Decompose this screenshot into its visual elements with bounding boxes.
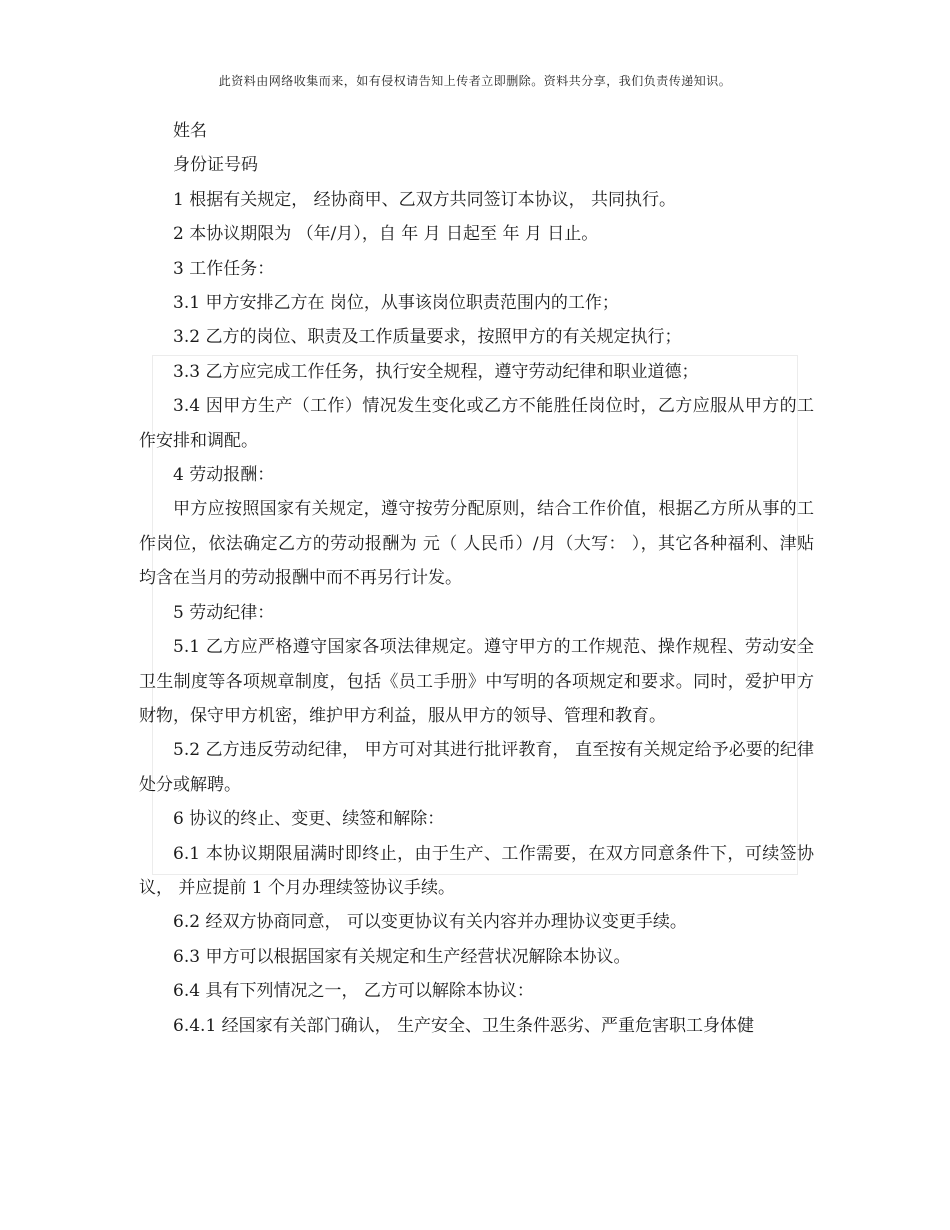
paragraph-6-1: 6.1 本协议期限届满时即终止，由于生产、工作需要，在双方同意条件下，可续签协议， 并应提前 1 个月办理续签协议手续。 xyxy=(139,843,814,898)
paragraph-1: 1 根据有关规定， 经协商甲、乙双方共同签订本协议， 共同执行。 xyxy=(173,189,677,210)
paragraph-5-2: 5.2 乙方违反劳动纪律， 甲方可对其进行批评教育， 直至按有关规定给予必要的纪律处分或解聘。 xyxy=(139,740,814,795)
paragraph-5-1: 5.1 乙方应严格遵守国家各项法律规定。遵守甲方的工作规范、操作规程、劳动安全卫生制度等各项规章制度，包括《员工手册》中写明的各项规定和要求。同时，爱护甲方财物，保守甲方机密，维护甲方利益，服从甲方的领导、管理和教育。 xyxy=(139,637,814,726)
paragraph-4: 4 劳动报酬： xyxy=(173,465,275,486)
paragraph-6-4-1: 6.4.1 经国家有关部门确认， 生产安全、卫生条件恶劣、严重危害职工身体健 xyxy=(173,1015,755,1036)
paragraph-3-4: 3.4 因甲方生产（工作）情况发生变化或乙方不能胜任岗位时，乙方应服从甲方的工作安排和调配。 xyxy=(139,396,814,451)
paragraph-6-3: 6.3 甲方可以根据国家有关规定和生产经营状况解除本协议。 xyxy=(173,946,631,967)
paragraph-3-1: 3.1 甲方安排乙方在 岗位，从事该岗位职责范围内的工作； xyxy=(173,293,619,314)
paragraph-name: 姓名 xyxy=(173,121,207,141)
paragraph-3-3: 3.3 乙方应完成工作任务，执行安全规程，遵守劳动纪律和职业道德； xyxy=(173,361,699,382)
paragraph-6: 6 协议的终止、变更、续签和解除： xyxy=(173,809,445,830)
paragraph-3-2: 3.2 乙方的岗位、职责及工作质量要求，按照甲方的有关规定执行； xyxy=(173,327,682,348)
paragraph-4-body: 甲方应按照国家有关规定，遵守按劳分配原则，结合工作价值，根据乙方所从事的工作岗位，依法确定乙方的劳动报酬为 元（ 人民币）/月（大写： ），其它各种福利、津贴均含在当月的劳动报酬中而不再另行计发。 xyxy=(139,499,814,589)
paragraph-3: 3 工作任务： xyxy=(173,258,275,279)
paragraph-6-2: 6.2 经双方协商同意， 可以变更协议有关内容并办理协议变更手续。 xyxy=(173,912,687,933)
paragraph-2: 2 本协议期限为 （年/月），自 年 月 日起至 年 月 日止。 xyxy=(173,224,599,245)
document-body xyxy=(139,114,814,1043)
paragraph-id-number: 身份证号码 xyxy=(173,155,258,176)
paragraph-5: 5 劳动纪律： xyxy=(173,602,275,623)
paragraph-6-4: 6.4 具有下列情况之一， 乙方可以解除本协议： xyxy=(173,981,534,1002)
header-disclaimer: 此资料由网络收集而来，如有侵权请告知上传者立即删除。资料共分享，我们负责传递知识。 xyxy=(218,74,732,88)
